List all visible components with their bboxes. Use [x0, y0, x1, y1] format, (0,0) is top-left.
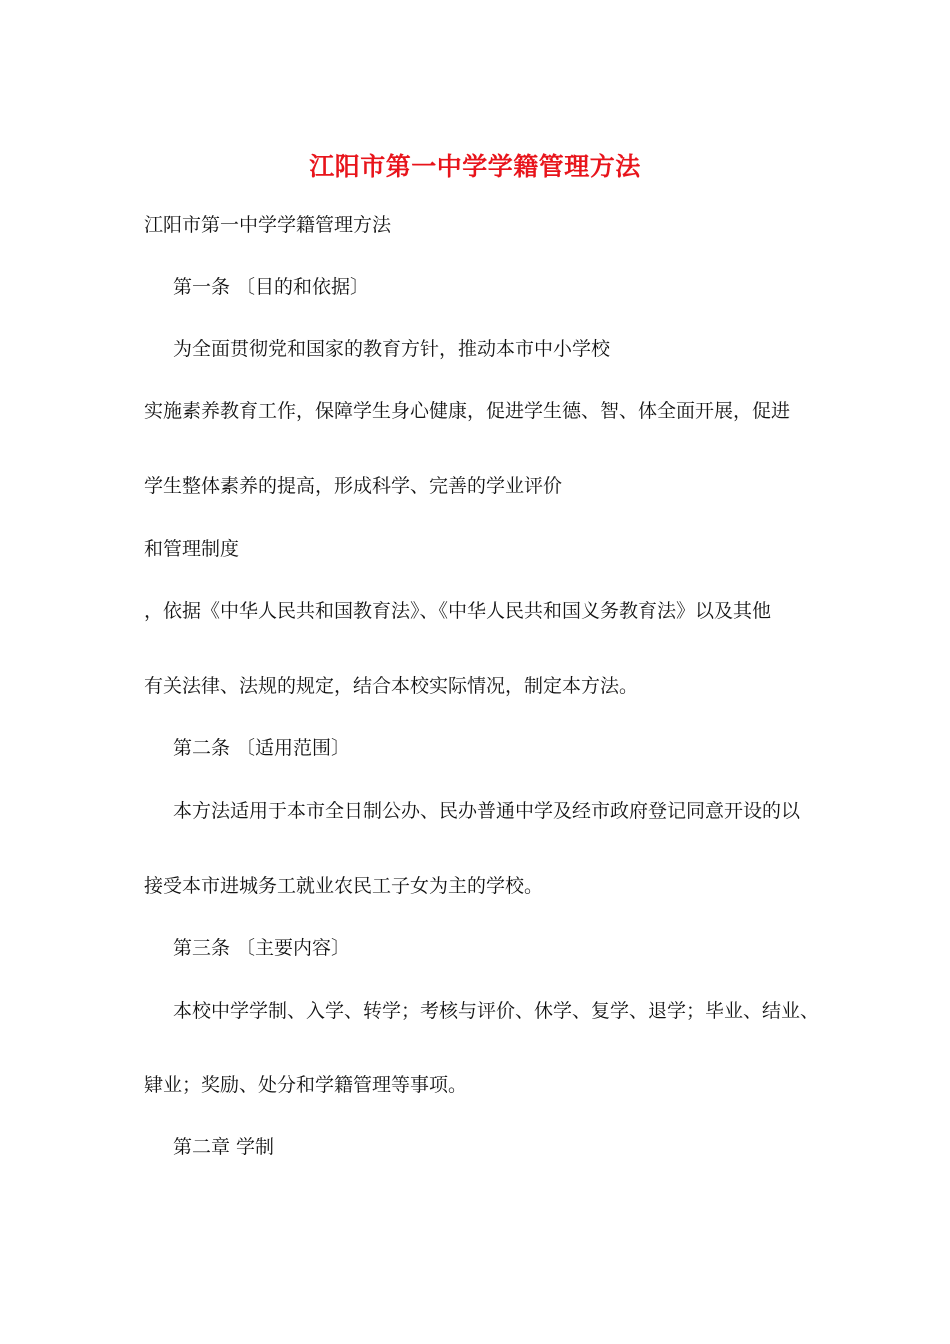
article-heading: 第一条 〔目的和依据〕 [173, 276, 370, 298]
paragraph-line: 和管理制度 [144, 538, 240, 560]
paragraph-line: 为全面贯彻党和国家的教育方针，推动本市中小学校 [173, 338, 611, 360]
paragraph-line: 本校中学学制、入学、转学；考核与评价、休学、复学、退学；毕业、结业、 [173, 1000, 820, 1022]
paragraph-line: 学生整体素养的提高，形成科学、完善的学业评价 [144, 475, 563, 497]
article-heading: 第三条 〔主要内容〕 [173, 937, 351, 959]
paragraph-line: 肄业；奖励、处分和学籍管理等事项。 [144, 1074, 468, 1096]
paragraph-line: ，依据《中华人民共和国教育法》、《中华人民共和国义务教育法》以及其他 [144, 600, 772, 622]
chapter-heading: 第二章 学制 [173, 1136, 275, 1158]
document-title: 江阳市第一中学学籍管理方法 [309, 152, 641, 181]
paragraph-line: 有关法律、法规的规定，结合本校实际情况，制定本方法。 [144, 675, 639, 697]
paragraph-line: 实施素养教育工作，保障学生身心健康，促进学生德、智、体全面开展，促进 [144, 400, 791, 422]
paragraph-line: 接受本市进城务工就业农民工子女为主的学校。 [144, 875, 544, 897]
paragraph-line: 本方法适用于本市全日制公办、民办普通中学及经市政府登记同意开设的以 [173, 800, 801, 822]
document-subtitle: 江阳市第一中学学籍管理方法 [144, 214, 392, 236]
article-heading: 第二条 〔适用范围〕 [173, 737, 351, 759]
